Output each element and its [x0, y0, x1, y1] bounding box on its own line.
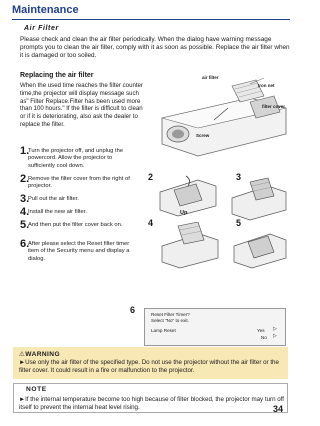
step-text: And then put the filter cover back on.	[28, 222, 123, 228]
step-text: Install the new air filter.	[28, 209, 87, 215]
step-1	[20, 145, 136, 170]
filter-cover-label: filter cover	[262, 104, 286, 109]
pull-filter-illustration	[228, 176, 290, 222]
panel-number: 4	[148, 218, 154, 228]
step-text: Pull out the air filter.	[28, 196, 79, 202]
warning-heading: ⚠WARNING	[19, 351, 60, 358]
step-number: 5.	[20, 219, 30, 231]
step-5	[20, 219, 136, 231]
iron-net-label: Iron net	[258, 83, 275, 88]
step-number: 6.	[20, 238, 30, 250]
step-3	[20, 193, 136, 205]
step-number: 1.	[20, 145, 30, 157]
air-filter-label: air filter	[202, 75, 219, 80]
screw-label: Screw	[196, 133, 210, 138]
panel-number: 5	[236, 218, 242, 228]
dialog-yes-option[interactable]: Yes	[257, 328, 265, 333]
reset-filter-dialog	[144, 308, 286, 346]
step-text: Turn the projector off, and unplug the powercord. Allow the projector to sufficiently cool down.	[28, 148, 124, 169]
note-heading: NOTE	[26, 386, 47, 393]
panel-number: 3	[236, 172, 242, 182]
step-number: 2.	[20, 173, 30, 185]
step-text: After please select the Reset filter timer item of the Security menu and display a dialog.	[28, 241, 130, 262]
play-icon: ▷	[273, 333, 277, 339]
replacing-paragraph: When the used time reaches the filter counter time,the projector will display message such as" Filter Replace.Filter has been used more than 100 hours." If the filter is difficult to clean or if it is deteriorating, also ask the dealer to replace the filter.	[20, 82, 143, 128]
panel-number: 2	[148, 172, 154, 182]
step-6	[20, 238, 136, 263]
intro-paragraph: Please check and clean the air filter periodically. When the dialog have warning message prompts you to clean the air filter, comply with it as soon as possible. Replace the air filter when it is damaged or too soiled.	[20, 36, 290, 60]
step-2	[20, 173, 136, 191]
remove-cover-illustration	[156, 172, 220, 218]
page-number: 34	[273, 404, 284, 414]
install-filter-illustration	[158, 222, 222, 270]
play-icon: ▷	[273, 326, 277, 332]
replace-cover-illustration	[230, 224, 290, 270]
title-divider	[12, 19, 290, 20]
dialog-lamp-reset-label: Lamp Reset	[151, 328, 176, 333]
step-text: Remove the filter cover from the right of projector.	[28, 176, 130, 190]
step-number: 3.	[20, 193, 30, 205]
warning-text: ►Use only the air filter of the specified type. Do not use the projector without the air filter or the filter cover. It could result in a fire or malfunction to the projector.	[19, 359, 279, 374]
up-label: Up	[180, 210, 188, 216]
dialog-question: Reset Filter Timer?	[151, 312, 190, 317]
dialog-instruction: Select "No" to exit.	[151, 318, 189, 323]
panel-number: 6	[130, 305, 136, 315]
note-text: ►If the internal temperature become too high because of filter blocked, the projector may turn off itself to prevent the internal heat level rising.	[19, 396, 284, 411]
dialog-no-option[interactable]: No	[261, 335, 267, 340]
subsection-heading: Replacing the air filter	[20, 72, 94, 79]
section-heading: Air Filter	[24, 25, 59, 32]
step-4	[20, 206, 136, 218]
step-number: 4.	[20, 206, 30, 218]
page-title: Maintenance	[12, 4, 79, 16]
